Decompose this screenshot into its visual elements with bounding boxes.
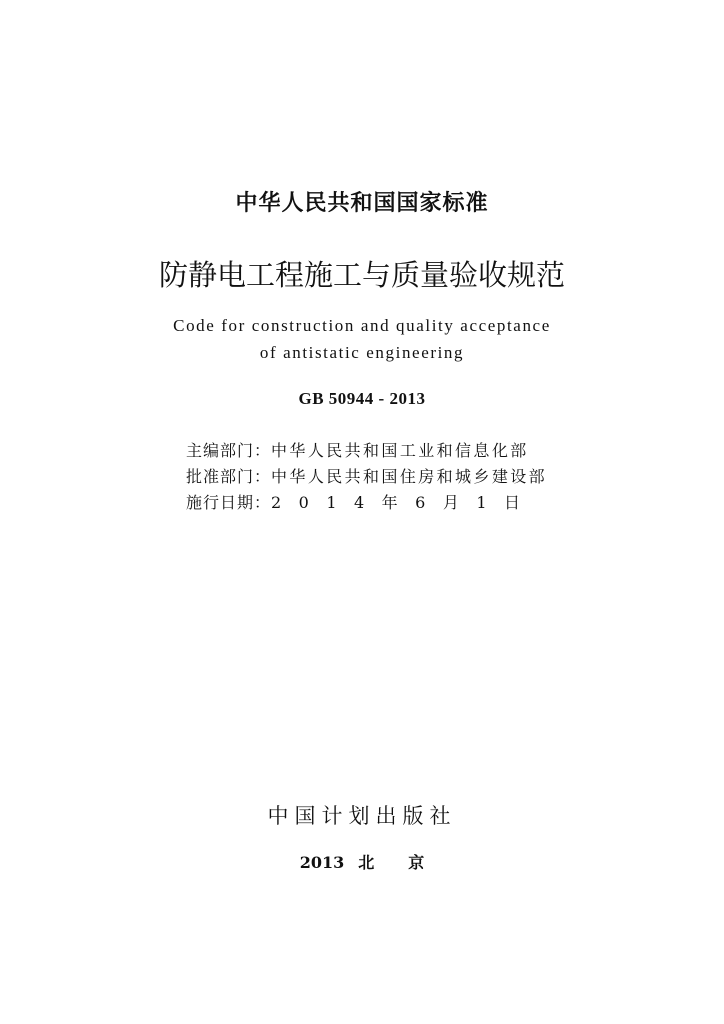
editor-label: 主编部门：	[186, 441, 272, 460]
english-title-line-2: of antistatic engineering	[259, 343, 465, 362]
english-title-line-1: Code for construction and quality acceptance	[173, 316, 551, 335]
publication-metadata	[186, 438, 566, 516]
series-title: 中华人民共和国国家标准	[235, 191, 489, 216]
effective-date-value: 2 0 1 4 年 6 月 1 日	[271, 493, 527, 512]
effective-date-row	[186, 490, 566, 516]
main-title: 防静电工程施工与质量验收规范	[158, 258, 565, 292]
editor-row	[186, 438, 566, 464]
effective-date-label: 施行日期：	[186, 493, 272, 512]
publisher-name: 中国计划出版社	[267, 804, 457, 828]
imprint-year: 2013	[299, 853, 345, 872]
editor-value: 中华人民共和国工业和信息化部	[271, 441, 529, 460]
approver-label: 批准部门：	[186, 467, 272, 486]
approver-row	[186, 464, 566, 490]
imprint-city-part-1: 北	[358, 853, 375, 872]
imprint-line	[0, 850, 724, 873]
imprint-city-part-2: 京	[408, 853, 425, 872]
standard-code: GB 50944 - 2013	[298, 389, 426, 408]
approver-value: 中华人民共和国住房和城乡建设部	[271, 467, 548, 486]
